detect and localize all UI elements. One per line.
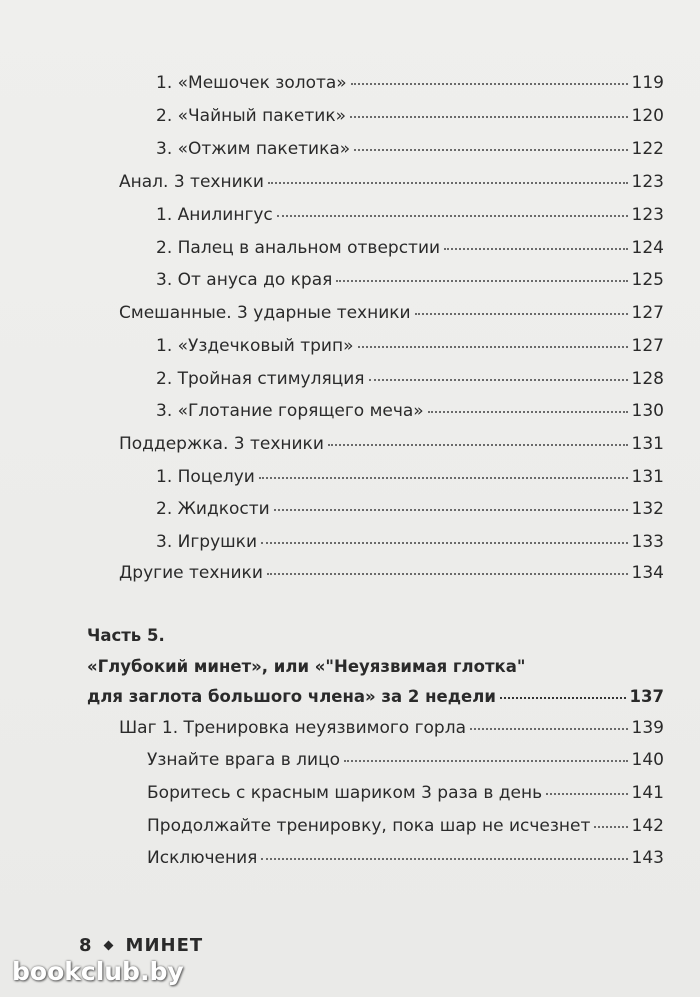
toc-entry-page: 142 [631, 816, 664, 836]
part-title-line-2: для заглота большого члена» за 2 недели [87, 687, 496, 706]
toc-entry-page: 119 [631, 73, 664, 93]
toc-entry-title: Смешанные. 3 ударные техники [119, 303, 411, 323]
toc-entry [119, 302, 664, 324]
toc-entry-page: 124 [631, 238, 664, 258]
toc-entry-page: 123 [631, 205, 664, 225]
dot-leader [358, 346, 628, 348]
dot-leader [344, 760, 628, 762]
dot-leader [259, 477, 628, 479]
toc-entry-page: 123 [631, 172, 664, 192]
toc-entry [156, 400, 664, 422]
toc-entry [156, 498, 664, 520]
dot-leader [274, 509, 628, 511]
toc-entry-page: 120 [631, 106, 664, 126]
toc-entry-title: 2. Тройная стимуляция [156, 369, 365, 389]
toc-entry-title: 3. От ануса до края [156, 270, 333, 290]
dot-leader [546, 793, 627, 795]
toc-entry-page: 131 [631, 467, 664, 487]
part-label: Часть 5. [87, 626, 165, 645]
toc-entry-title: Шаг 1. Тренировка неуязвимого горла [119, 718, 466, 738]
toc-entry-title: Поддержка. 3 техники [119, 434, 324, 454]
dot-leader [351, 83, 628, 85]
toc-entry [119, 717, 664, 739]
page-number: 8 [79, 935, 93, 956]
toc-entry [156, 531, 664, 553]
running-title: МИНЕТ [125, 935, 204, 956]
toc-entry [156, 466, 664, 488]
toc-entry-title: 2. Палец в анальном отверстии [156, 238, 441, 258]
toc-entry [156, 237, 664, 259]
dot-leader [277, 215, 628, 217]
toc-entry [156, 204, 664, 226]
dot-leader [594, 826, 627, 828]
dot-leader [267, 573, 628, 575]
toc-entry [119, 171, 664, 193]
toc-entry-page: 128 [631, 369, 664, 389]
toc-entry [156, 105, 664, 127]
toc-entry-page: 139 [631, 718, 664, 738]
toc-entry-title: 3. Игрушки [156, 532, 257, 552]
toc-entry [156, 72, 664, 94]
toc-entry [147, 749, 664, 771]
page-footer [79, 935, 203, 956]
dot-leader [328, 444, 628, 446]
toc-entry [156, 335, 664, 357]
dot-leader [444, 248, 628, 250]
toc-entry-page: 133 [631, 532, 664, 552]
toc-entry-title: Другие техники [119, 563, 263, 583]
toc-entry-page: 122 [631, 139, 664, 159]
dot-leader [268, 182, 628, 184]
toc-entry-page: 127 [631, 336, 664, 356]
dot-leader [470, 728, 628, 730]
toc-entry-title: 3. «Глотание горящего меча» [156, 401, 424, 421]
dot-leader [428, 411, 628, 413]
dot-leader [415, 313, 628, 315]
part-title-entry [87, 686, 664, 708]
toc-entry-title: Анал. 3 техники [119, 172, 264, 192]
dot-leader [500, 697, 626, 699]
toc-entry-page: 141 [631, 783, 664, 803]
toc-entry-page: 140 [631, 750, 664, 770]
dot-leader [369, 379, 628, 381]
dot-leader [350, 116, 628, 118]
dot-leader [354, 149, 627, 151]
dot-leader [261, 542, 628, 544]
toc-entry-title: 3. «Отжим пакетика» [156, 139, 351, 159]
toc-entry-title: Боритесь с красным шариком 3 раза в день [147, 783, 543, 803]
toc-entry-page: 130 [631, 401, 664, 421]
toc-entry-page: 125 [631, 270, 664, 290]
toc-entry-page: 132 [631, 499, 664, 519]
toc-entry-title: Продолжайте тренировку, пока шар не исчезнет [147, 816, 591, 836]
toc-entry-title: 1. Анилингус [156, 205, 273, 225]
toc-entry [147, 847, 664, 869]
dot-leader [336, 280, 627, 282]
toc-entry [147, 782, 664, 804]
toc-entry-title: Исключения [147, 848, 258, 868]
toc-entry [119, 433, 664, 455]
toc-entry-title: 1. «Уздечковый трип» [156, 336, 354, 356]
toc-entry-title: 2. «Чайный пакетик» [156, 106, 347, 126]
diamond-icon [103, 941, 113, 951]
toc-entry [156, 368, 664, 390]
toc-entry-page: 134 [631, 563, 664, 583]
toc-entry [147, 815, 664, 837]
toc-entry-title: 1. «Мешочек золота» [156, 73, 347, 93]
toc-entry [119, 562, 664, 584]
toc-entry-page: 143 [631, 848, 664, 868]
toc-entry [156, 138, 664, 160]
toc-entry-page: 137 [629, 687, 664, 706]
toc-entry [156, 269, 664, 291]
toc-entry-title: Узнайте врага в лицо [147, 750, 341, 770]
toc-entry-title: 2. Жидкости [156, 499, 270, 519]
toc-entry-title: 1. Поцелуи [156, 467, 255, 487]
dot-leader [261, 858, 627, 860]
watermark-text: bookclub.by [12, 957, 184, 986]
toc-entry-page: 131 [631, 434, 664, 454]
toc-entry-page: 127 [631, 303, 664, 323]
part-title-line-1: «Глубокий минет», или «"Неуязвимая глотка" [87, 657, 526, 676]
